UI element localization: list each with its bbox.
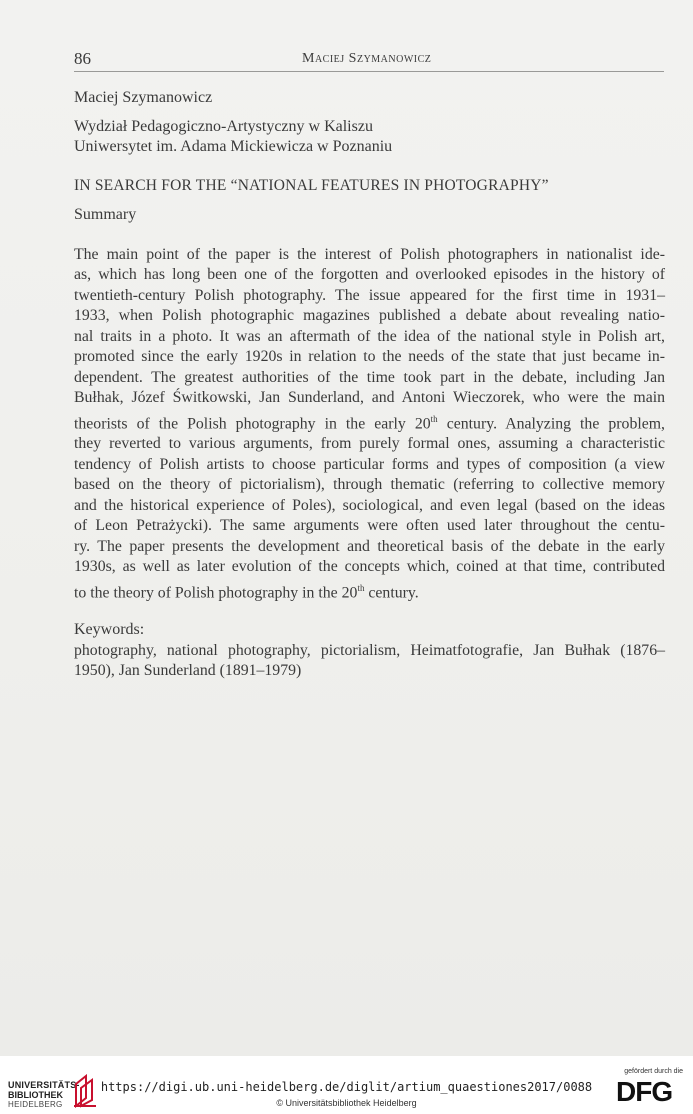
- author-affiliation: [74, 117, 392, 157]
- summary-heading: Summary: [74, 206, 137, 223]
- summary-line: they reverted to various arguments, from purely formal ones, assuming a characteristic: [74, 435, 665, 453]
- summary-line: to the theory of Polish photography in the 20th century.: [74, 582, 419, 601]
- page-number: 86: [74, 49, 91, 68]
- summary-line: of Leon Petrażycki). The same arguments were often used later throughout the centu-: [74, 517, 665, 535]
- summary-line: and the historical experience of Poles), sociological, and even legal (based on the ideas: [74, 496, 665, 514]
- author-name: Maciej Szymanowicz: [74, 89, 213, 106]
- keywords-body: [74, 641, 665, 682]
- affiliation-line: Uniwersytet im. Adama Mickiewicza w Poznaniu: [74, 138, 393, 155]
- dfg-logo[interactable]: [612, 1066, 687, 1110]
- library-name-line: UNIVERSITÄTS-: [8, 1080, 80, 1090]
- summary-line: nal traits in a photo. It was an aftermath of the idea of the national style in Polish art,: [74, 327, 665, 345]
- library-name-line: BIBLIOTHEK: [8, 1090, 63, 1100]
- summary-line: Bułhak, Józef Świtkowski, Jan Sunderland, and Antoni Wieczorek, who were the main: [74, 389, 665, 407]
- summary-body: [74, 245, 665, 603]
- running-head: Maciej Szymanowicz: [302, 51, 432, 66]
- dfg-tagline: gefördert durch die: [624, 1068, 683, 1075]
- dfg-wordmark: DFG: [616, 1076, 673, 1107]
- summary-line: 1933, when Polish photographic magazines published a debate about revealing natio-: [74, 307, 665, 325]
- page-header: [74, 49, 664, 72]
- library-name-line: HEIDELBERG: [8, 1100, 63, 1109]
- summary-line: tendency of Polish artists to choose particular forms and types of composition (a view: [74, 455, 665, 473]
- summary-line: 1930s, as well as later evolution of the concepts which, coined at that time, contributed: [74, 558, 665, 576]
- digitization-footer: [0, 1056, 693, 1114]
- summary-line: based on the theory of pictorialism), through thematic (referring to collective memory: [74, 476, 665, 494]
- affiliation-line: Wydział Pedagogiczno-Artystyczny w Kaliszu: [74, 118, 373, 135]
- article-title: IN SEARCH FOR THE “NATIONAL FEATURES IN PHOTOGRAPHY”: [74, 177, 549, 194]
- copyright-notice: © Universitätsbibliothek Heidelberg: [276, 1098, 417, 1108]
- summary-line: dependent. The greatest authorities of the time took part in the debate, including Jan: [74, 368, 665, 386]
- summary-line: twentieth-century Polish photography. The issue appeared for the first time in 1931–: [74, 286, 665, 304]
- summary-line: theorists of the Polish photography in the early 20th century. Analyzing the problem,: [74, 413, 665, 432]
- summary-line: ry. The paper presents the development and theoretical basis of the debate in the early: [74, 537, 665, 555]
- summary-line: The main point of the paper is the interest of Polish photographers in nationalist ide-: [74, 246, 665, 263]
- permalink-url[interactable]: https://digi.ub.uni-heidelberg.de/diglit/artium_quaestiones2017/0088: [100, 1080, 593, 1094]
- keywords-heading: Keywords:: [74, 621, 145, 638]
- keywords-line: photography, national photography, pictorialism, Heimatfotografie, Jan Bułhak (1876–: [74, 642, 665, 659]
- summary-line: promoted since the early 1920s in relation to the needs of the state that just became in-: [74, 348, 665, 366]
- summary-line: as, which has long been one of the forgotten and overlooked episodes in the history of: [74, 266, 665, 284]
- keywords-line: 1950), Jan Sunderland (1891–1979): [74, 662, 302, 680]
